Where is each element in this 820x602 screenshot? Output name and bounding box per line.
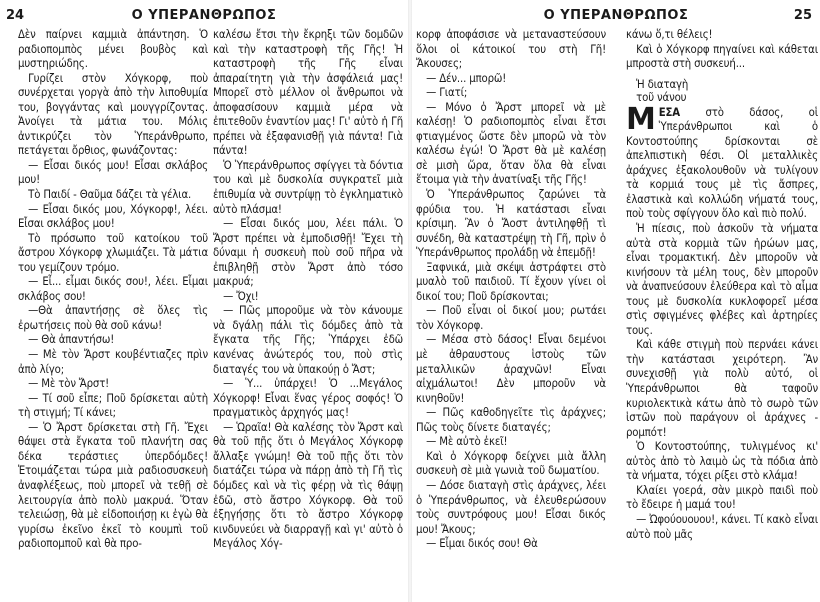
paragraph: Τὸ Παιδί - Θαῦμα δάζει τὰ γέλια. — [28, 188, 192, 202]
right-running-title: Ο ΥΠΕΡΑΝΘΡΩΠΟΣ — [543, 8, 689, 23]
paragraph: — Θὰ ἀπαντήσω! — [28, 333, 115, 347]
left-running-head — [0, 8, 408, 24]
paragraph: — Μὲ τὸν Ἄρστ! — [28, 377, 110, 391]
text-column-1 — [18, 28, 208, 600]
paragraph: — Ὡραῖα! Θὰ καλέσης τὸν Ἄρστ καὶ θὰ τοῦ πῇς ὅτι ὁ Μεγάλος Χόγκορφ ἄλλαξε γνώμη! Θὰ τοῦ πῇς ὅτι τὸν διατάζει τώρα νὰ πάρῃ ἀπὸ τὴ Γῆ τὶς δόμδες καὶ νὰ τὶς φέρῃ νὰ τὶς θάψῃ ἐδῶ, στὸ ἄστρο Χόγκορφ. Θὰ τοῦ ἐξηγήσῃς ὅτι τὸ ἄστρο Χόγκορφ κινδυνεύει νὰ διαρραγῇ καὶ γι' αὐτὸ ὁ Μεγάλος Χόγ- — [213, 420, 403, 551]
drop-cap-letter: Μ — [626, 101, 656, 137]
paragraph: — Πῶς καθοδηγεῖτε τὶς ἀράχνες; Πῶς τοὺς δίνετε διαταγές; — [416, 406, 606, 434]
paragraph: — Μέσα στὸ δάσος! Εἶναι δεμένοι μὲ ἀθραυστους ἱστοὺς τῶν μεταλλικῶν ἀραχνῶν! Εἶναι αἰχμάλωτοι! Δὲν μποροῦν νὰ κινηθοῦν! — [416, 333, 606, 405]
section-subheading — [626, 78, 818, 104]
paragraph: Ὁ Ὑπεράνθρωπος ζαρώνει τὰ φρύδια του. Ἡ κατάστασι εἶναι κρίσιμη. Ἂν ὁ Ἄοστ ἀντιληφθῇ τὶ συνέδη, θὰ καταστρέψῃ τὴ Γῆ, πρὶν ὁ Ὑπεράνθρωπος προλάδῃ νὰ ἐπεμδῇ! — [416, 188, 606, 260]
text-column-4 — [626, 28, 818, 600]
paragraph: — Εἶ... εἶμαι δικός σου!, λέει. Εἶμαι σκλάβος σου! — [18, 275, 208, 303]
paragraph: — Ὠφούουουου!, κάνει. Τί κακὸ εἶναι αὐτὸ ποὺ μᾶς — [626, 512, 818, 541]
paragraph: — Εἶσαι δικός μου, λέει πάλι. Ὁ Ἄρστ πρέπει νὰ ἐμποδισθῇ! Ἔχει τὴ δύναμι ἡ συσκευὴ ποὺ σοῦ πῆρα νὰ ἐπιβληθῇ στὸν Ἄρστ ἀπὸ τόσο μακρυά; — [213, 217, 403, 289]
text-column-3 — [416, 28, 606, 600]
paragraph: — Ποῦ εἶναι οἱ δικοί μου; ρωτάει τὸν Χόγκορφ. — [416, 304, 606, 332]
dropcap-paragraph — [626, 101, 818, 222]
paragraph: — Τί σοῦ εἶπε; Ποῦ δρίσκεται αὐτὴ τὴ στιγμή; Τί κάνει; — [18, 391, 208, 420]
paragraph: — Δόσε διαταγὴ στὶς ἀράχνες, λέει ὁ Ὑπεράνθρωπος, νὰ ἐλευθερώσουν τοὺς συντρόφους μου! Εἶσαι δικός μου! Ἄκους; — [416, 478, 606, 536]
dropcap-lead-word: ΕΣΑ — [658, 105, 681, 119]
right-page — [412, 0, 820, 602]
subheading-line: Ἡ διαταγὴ — [636, 77, 689, 91]
paragraph: — Ὄχι! — [223, 289, 259, 303]
paragraph: — Ὁ Ἄρστ δρίσκεται στὴ Γῆ. Ἔχει θάψει στὰ ἔγκατα τοῦ πλανήτη σας δέκα τεράστιες ὑπερδόμδες! Ἑτοιμάζεται τώρα μιὰ ραδιοσυσκευὴ ἀναφλέξεως, ποὺ μπορεῖ νὰ τεθῇ σὲ λειτουργία ἀπὸ πολὺ μακρυά. Ὅταν τελειώσῃ, θὰ μὲ εἰδοποιήσῃ κι ἐγὼ θὰ γυρίσω ἐκεῖνο ἐκεῖ τὸ κουμπὶ τοῦ ραδιοπομποῦ καὶ θὰ προ- — [18, 420, 208, 551]
paragraph: Κλαίει γοερά, σὰν μικρὸ παιδὶ ποὺ τὸ ἔδειρε ἡ μαμά του! — [626, 483, 818, 512]
subheading-line: τοῦ νάνου — [636, 90, 687, 104]
paragraph: — Μὲ αὐτὸ ἐκεῖ! — [426, 435, 508, 449]
paragraph: — Πῶς μποροῦμε νὰ τὸν κάνουμε νὰ δγάλῃ πάλι τὶς δόμδες ἀπὸ τὰ ἔγκατα τῆς Γῆς; Ὑπάρχει ἐδῶ κανένας ἀνώτερός του, ποὺ στὶς διαταγές του νὰ ὑπακούῃ ὁ Ἄστ; — [213, 304, 403, 376]
paragraph: Τὸ πρόσωπο τοῦ κατοίκου τοῦ ἄστρου Χόγκορφ χλωμιάζει. Τὰ μάτια του γεμίζουν τρόμο. — [18, 231, 208, 274]
paragraph: Καὶ ὁ Χόγκορφ πηγαίνει καὶ κάθεται μπροστὰ στὴ συσκευή... — [626, 42, 818, 71]
paragraph: Ξαφνικά, μιὰ σκέψι ἀστράφτει στὸ μυαλὸ τοῦ παιδιοῦ. Τί ἔχουν γίνει οἱ δικοί του; Ποῦ δρίσκονται; — [416, 260, 606, 303]
paragraph: καλέσω ἔτσι τὴν ἔκρηξι τῶν δομδῶν καὶ τὴν καταστροφὴ τῆς Γῆς! Ἡ καταστροφὴ τῆς Γῆς εἶναι ἀπαραίτητη γιὰ τὴν ἀσφάλειά μας! Μπορεῖ στὸ μέλλον οἱ ἄνθρωποι νὰ ἀποφασίσουν καμμιὰ μέρα νὰ ἐπιτεθοῦν ἐναντίον μας! Γι' αὐτὸ ἡ Γῆ πρέπει νὰ ἐξαφανισθῇ γιὰ πάντα! Γιὰ πάντα! — [213, 28, 403, 158]
paragraph: Ἡ πίεσις, ποὺ ἀσκοῦν τὰ νήματα αὐτὰ στὰ κορμιὰ τῶν ἡρώων μας, εἶναι τρομακτική. Δὲν μποροῦν νὰ κινήσουν τὰ μέλη τους, δὲν μποροῦν νὰ ἀναπνεύσουν ἐλεύθερα καὶ τὸ αἷμα τους μὲ δυσκολία κυκλοφορεῖ μέσα στὶς σφιγμένες φλέβες καὶ ἀρτηρίες τους. — [626, 222, 818, 337]
dropcap-paragraph-text: στὸ δάσος, οἱ Ὑπεράνθρωποι καὶ ὁ Κοντοστούπης δρίσκονται σὲ ἀπελπιστικὴ θέσι. Οἱ μεταλλικὲς ἀράχνες ἐξακολουθοῦν νὰ τυλίγουν τὰ κορμιά τους μὲ τὶς ἄσπρες, ἐλαστικὰ καὶ κολλώδη νήματά τους, ποὺ τοὺς σφίγγουν ὅλο καὶ πιὸ πολύ. — [626, 105, 818, 221]
paragraph: — Εἶσαι δικός μου, Χόγκορφ!, λέει. Εἶσαι σκλάβος μου! — [18, 202, 208, 231]
left-page — [0, 0, 408, 602]
right-running-head — [412, 8, 820, 24]
left-running-title: Ο ΥΠΕΡΑΝΘΡΩΠΟΣ — [131, 8, 277, 23]
paragraph: Ὁ Ὑπεράνθρωπος σφίγγει τὰ δόντια του καὶ μὲ δυσκολία συγκρατεῖ μιὰ ἐπιθυμία νὰ συντρίψῃ τὸ ἐγκληματικὸ αὐτὸ πλάσμα! — [213, 158, 403, 216]
paragraph: Ὁ Κοντοστούπης, τυλιγμένος κι' αὐτὸς ἀπὸ τὸ λαιμὸ ὡς τὰ πόδια ἀπὸ τὰ νήματα, τόχει ρίξει στὸ κλάμα! — [626, 440, 818, 483]
paragraph: — Εἶμαι δικός σου! Θὰ — [426, 537, 538, 551]
paragraph: —Θὰ ἀπαντήσῃς σὲ ὅλες τὶς ἐρωτήσεις ποὺ θὰ σοῦ κάνω! — [18, 304, 208, 332]
paragraph: Καὶ ὁ Χόγκορφ δείχνει μιὰ ἄλλη συσκευὴ σὲ μιὰ γωνιὰ τοῦ δωματίου. — [416, 449, 606, 478]
left-page-number: 24 — [6, 8, 25, 23]
paragraph: — Γιατί; — [426, 86, 468, 100]
paragraph: — Εἶσαι δικός μου! Εἶσαι σκλάβος μου! — [18, 158, 208, 187]
paragraph: — Μόνο ὁ Ἄρστ μπορεῖ νὰ μὲ καλέσῃ! Ὁ ραδιοπομπὸς εἶναι ἔτσι φτιαγμένος ὥστε δὲν μπορῶ νὰ τὸν καλέσω ἐγώ! Ὁ Ἄρστ θὰ μὲ καλέσῃ σὲ μισὴ ὥρα, ὅταν ὅλα θὰ εἶναι ἕτοιμα γιὰ τὴν ἀνατίναξι τῆς Γῆς! — [416, 100, 606, 187]
text-column-2 — [213, 28, 403, 600]
paragraph: κορφ ἀποφάσισε νὰ μεταναστεύσουν ὅλοι οἱ κάτοικοί του στὴ Γῆ! Ἄκουσες; — [416, 28, 606, 71]
right-page-number: 25 — [793, 8, 812, 23]
paragraph: Δὲν παίρνει καμμιὰ ἀπάντηση. Ὁ ραδιοπομπὸς μένει βουβὸς καὶ μυστηριώδης. — [18, 28, 208, 71]
paragraph: Καὶ κάθε στιγμὴ ποὺ περνάει κάνει τὴν κατάστασι χειρότερη. Ἂν συνεχισθῇ γιὰ πολὺ αὐτό, οἱ Ὑπεράνθρωποι θὰ ταφοῦν κυριολεκτικὰ κάτω ἀπὸ τὸ σωρὸ τῶν ἱστῶν ποὺ παράγουν οἱ ἀράχνες - ρομπότ! — [626, 338, 818, 439]
paragraph: — Μὲ τὸν Ἄρστ κουβέντιαζες πρὶν ἀπὸ λίγο; — [18, 348, 208, 376]
paragraph: Γυρίζει στὸν Χόγκορφ, ποὺ συνέρχεται γοργὰ ἀπὸ τὴν λιποθυμία του, βογγάντας καὶ μουγγρίζοντας. Ἀνοίγει τὰ μάτια του. Μόλις ἀντικρύζει τὸν Ὑπεράνθρωπο, πετάγεται ὄρθιος, φωνάζοντας: — [18, 71, 208, 158]
paragraph: — Ὑ... ὑπάρχει! Ὁ ...Μεγάλος Χόγκορφ! Εἶναι ἕνας γέρος σοφός! Ὁ πραγματικὸς ἀρχηγός μας! — [213, 377, 403, 420]
paragraph: — Δέν... μπορῶ! — [426, 71, 507, 85]
paragraph: κάνω ὅ,τι θέλεις! — [626, 28, 713, 41]
